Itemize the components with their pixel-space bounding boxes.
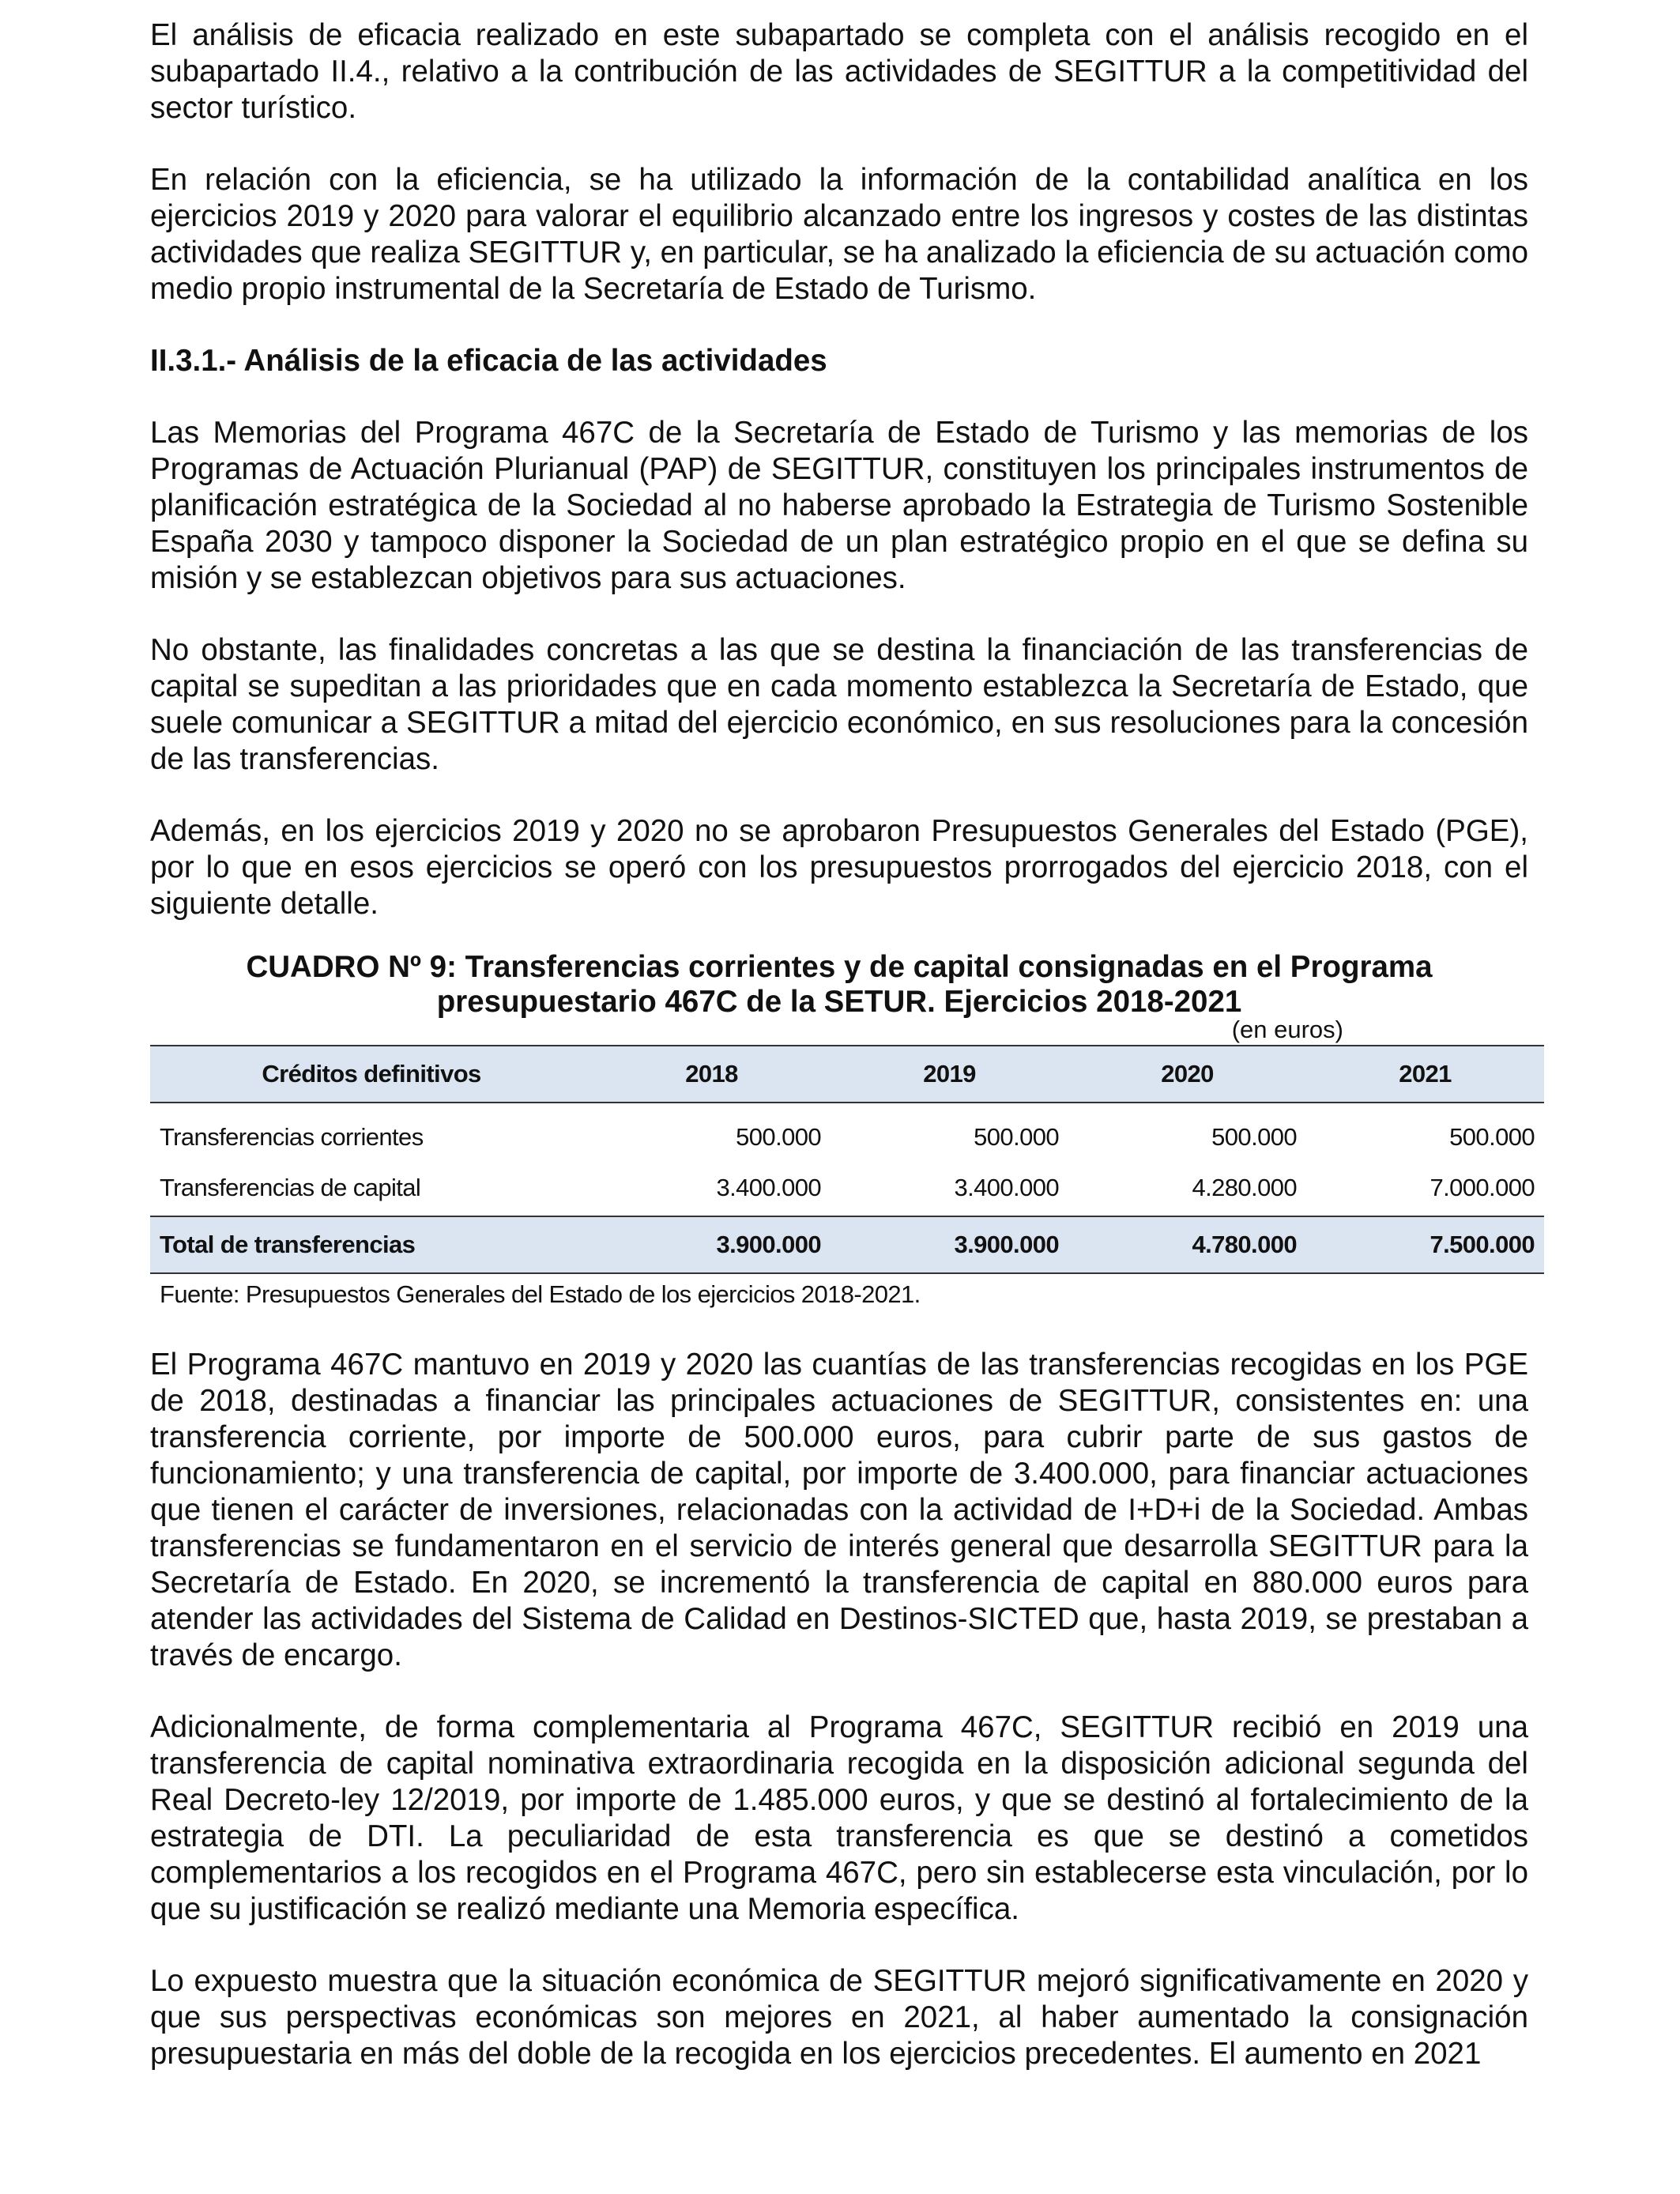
header-creditos: Créditos definitivos	[262, 1060, 481, 1088]
cell-2019: 3.400.000	[954, 1173, 1059, 1201]
table-row-corrientes	[150, 1103, 1544, 1159]
table-header-row	[150, 1046, 1544, 1103]
table-row-capital	[150, 1159, 1544, 1216]
header-2020: 2020	[1161, 1060, 1214, 1088]
cell-2020: 500.000	[1211, 1122, 1297, 1151]
cell-2018: 500.000	[736, 1122, 821, 1151]
cell-2021: 500.000	[1449, 1122, 1535, 1151]
total-2019: 3.900.000	[954, 1231, 1059, 1258]
header-2021: 2021	[1399, 1060, 1452, 1088]
header-2018: 2018	[685, 1060, 738, 1088]
table-source: Fuente: Presupuestos Generales del Estado de los ejercicios 2018-2021.	[160, 1280, 921, 1308]
cell-2019: 500.000	[974, 1122, 1059, 1151]
paragraph-conclusion: Lo expuesto muestra que la situación económica de SEGITTUR mejoró significativamente en 2020 y que sus perspectivas económicas son mejores en 2021, al haber aumentado la consignación presupuestaria en más del doble de la recogida en los ejercicios precedentes. El aumento en 2021	[150, 1964, 1528, 2071]
transfers-table	[150, 1045, 1544, 1274]
paragraph-programa-467c: El Programa 467C mantuvo en 2019 y 2020 las cuantías de las transferencias recogidas en los PGE de 2018, destinadas a financiar las principales actuaciones de SEGITTUR, consistentes en: una transferencia corriente, por importe de 500.000 euros, para cubrir parte de sus gastos de funcionamiento; y una transferencia de capital, por importe de 3.400.000, para financiar actuaciones que tienen el carácter de inversiones, relacionadas con la actividad de I+D+i de la Sociedad. Ambas transferencias se fundamentaron en el servicio de interés general que desarrolla SEGITTUR para la Secretaría de Estado. En 2020, se incrementó la transferencia de capital en 880.000 euros para atender las actividades del Sistema de Calidad en Destinos-SICTED que, hasta 2019, se prestaban a través de encargo.	[150, 1348, 1528, 1672]
header-2019: 2019	[923, 1060, 976, 1088]
paragraph-ademas: Además, en los ejercicios 2019 y 2020 no se aprobaron Presupuestos Generales del Estado (PGE), por lo que en esos ejercicios se operó con los presupuestos prorrogados del ejercicio 2018, con el siguiente detalle.	[150, 814, 1528, 921]
total-label: Total de transferencias	[160, 1231, 416, 1258]
paragraph-adicionalmente: Adicionalmente, de forma complementaria al Programa 467C, SEGITTUR recibió en 2019 una transferencia de capital nominativa extraordinaria recogida en la disposición adicional segunda del Real Decreto-ley 12/2019, por importe de 1.485.000 euros, y que se destinó al fortalecimiento de la estrategia de DTI. La peculiaridad de esta transferencia es que se destinó a cometidos complementarios a los recogidos en el Programa 467C, pero sin establecerse esta vinculación, por lo que su justificación se realizó mediante una Memoria específica.	[150, 1710, 1528, 1926]
paragraph-eficiencia: En relación con la eficiencia, se ha utilizado la información de la contabilidad analítica en los ejercicios 2019 y 2020 para valorar el equilibrio alcanzado entre los ingresos y costes de las distintas actividades que realiza SEGITTUR y, en particular, se ha analizado la eficiencia de su actuación como medio propio instrumental de la Secretaría de Estado de Turismo.	[150, 163, 1528, 306]
row-label: Transferencias de capital	[160, 1173, 421, 1201]
total-2018: 3.900.000	[716, 1231, 821, 1258]
paragraph-memorias: Las Memorias del Programa 467C de la Secretaría de Estado de Turismo y las memorias de los Programas de Actuación Plurianual (PAP) de SEGITTUR, constituyen los principales instrumentos de planificación estratégica de la Sociedad al no haberse aprobado la Estrategia de Turismo Sostenible España 2030 y tampoco disponer la Sociedad de un plan estratégico propio en el que se defina su misión y se establezcan objetivos para sus actuaciones.	[150, 416, 1528, 595]
row-label: Transferencias corrientes	[160, 1122, 424, 1151]
table-title	[150, 950, 1528, 1020]
cell-2021: 7.000.000	[1430, 1173, 1535, 1201]
paragraph-no-obstante: No obstante, las finalidades concretas a las que se destina la financiación de las transferencias de capital se supeditan a las prioridades que en cada momento establezca la Secretaría de Estado, que suele comunicar a SEGITTUR a mitad del ejercicio económico, en sus resoluciones para la concesión de las transferencias.	[150, 633, 1528, 776]
total-2020: 4.780.000	[1192, 1231, 1297, 1258]
page-content	[150, 17, 1535, 2108]
cell-2018: 3.400.000	[716, 1173, 821, 1201]
total-2021: 7.500.000	[1430, 1231, 1535, 1258]
paragraph-eficacia-intro: El análisis de eficacia realizado en este subapartado se completa con el análisis recogido en el subapartado II.4., relativo a la contribución de las actividades de SEGITTUR a la competitividad del sector turístico.	[150, 18, 1528, 125]
table-title-line-1: CUADRO Nº 9: Transferencias corrientes y de capital consignadas en el Programa	[246, 950, 1433, 984]
table-units: (en euros)	[1231, 1016, 1343, 1043]
cell-2020: 4.280.000	[1192, 1173, 1297, 1201]
section-heading: II.3.1.- Análisis de la eficacia de las actividades	[150, 344, 827, 378]
table-row-total	[150, 1216, 1544, 1273]
table-title-line-2: presupuestario 467C de la SETUR. Ejercicios 2018-2021	[436, 985, 1242, 1019]
